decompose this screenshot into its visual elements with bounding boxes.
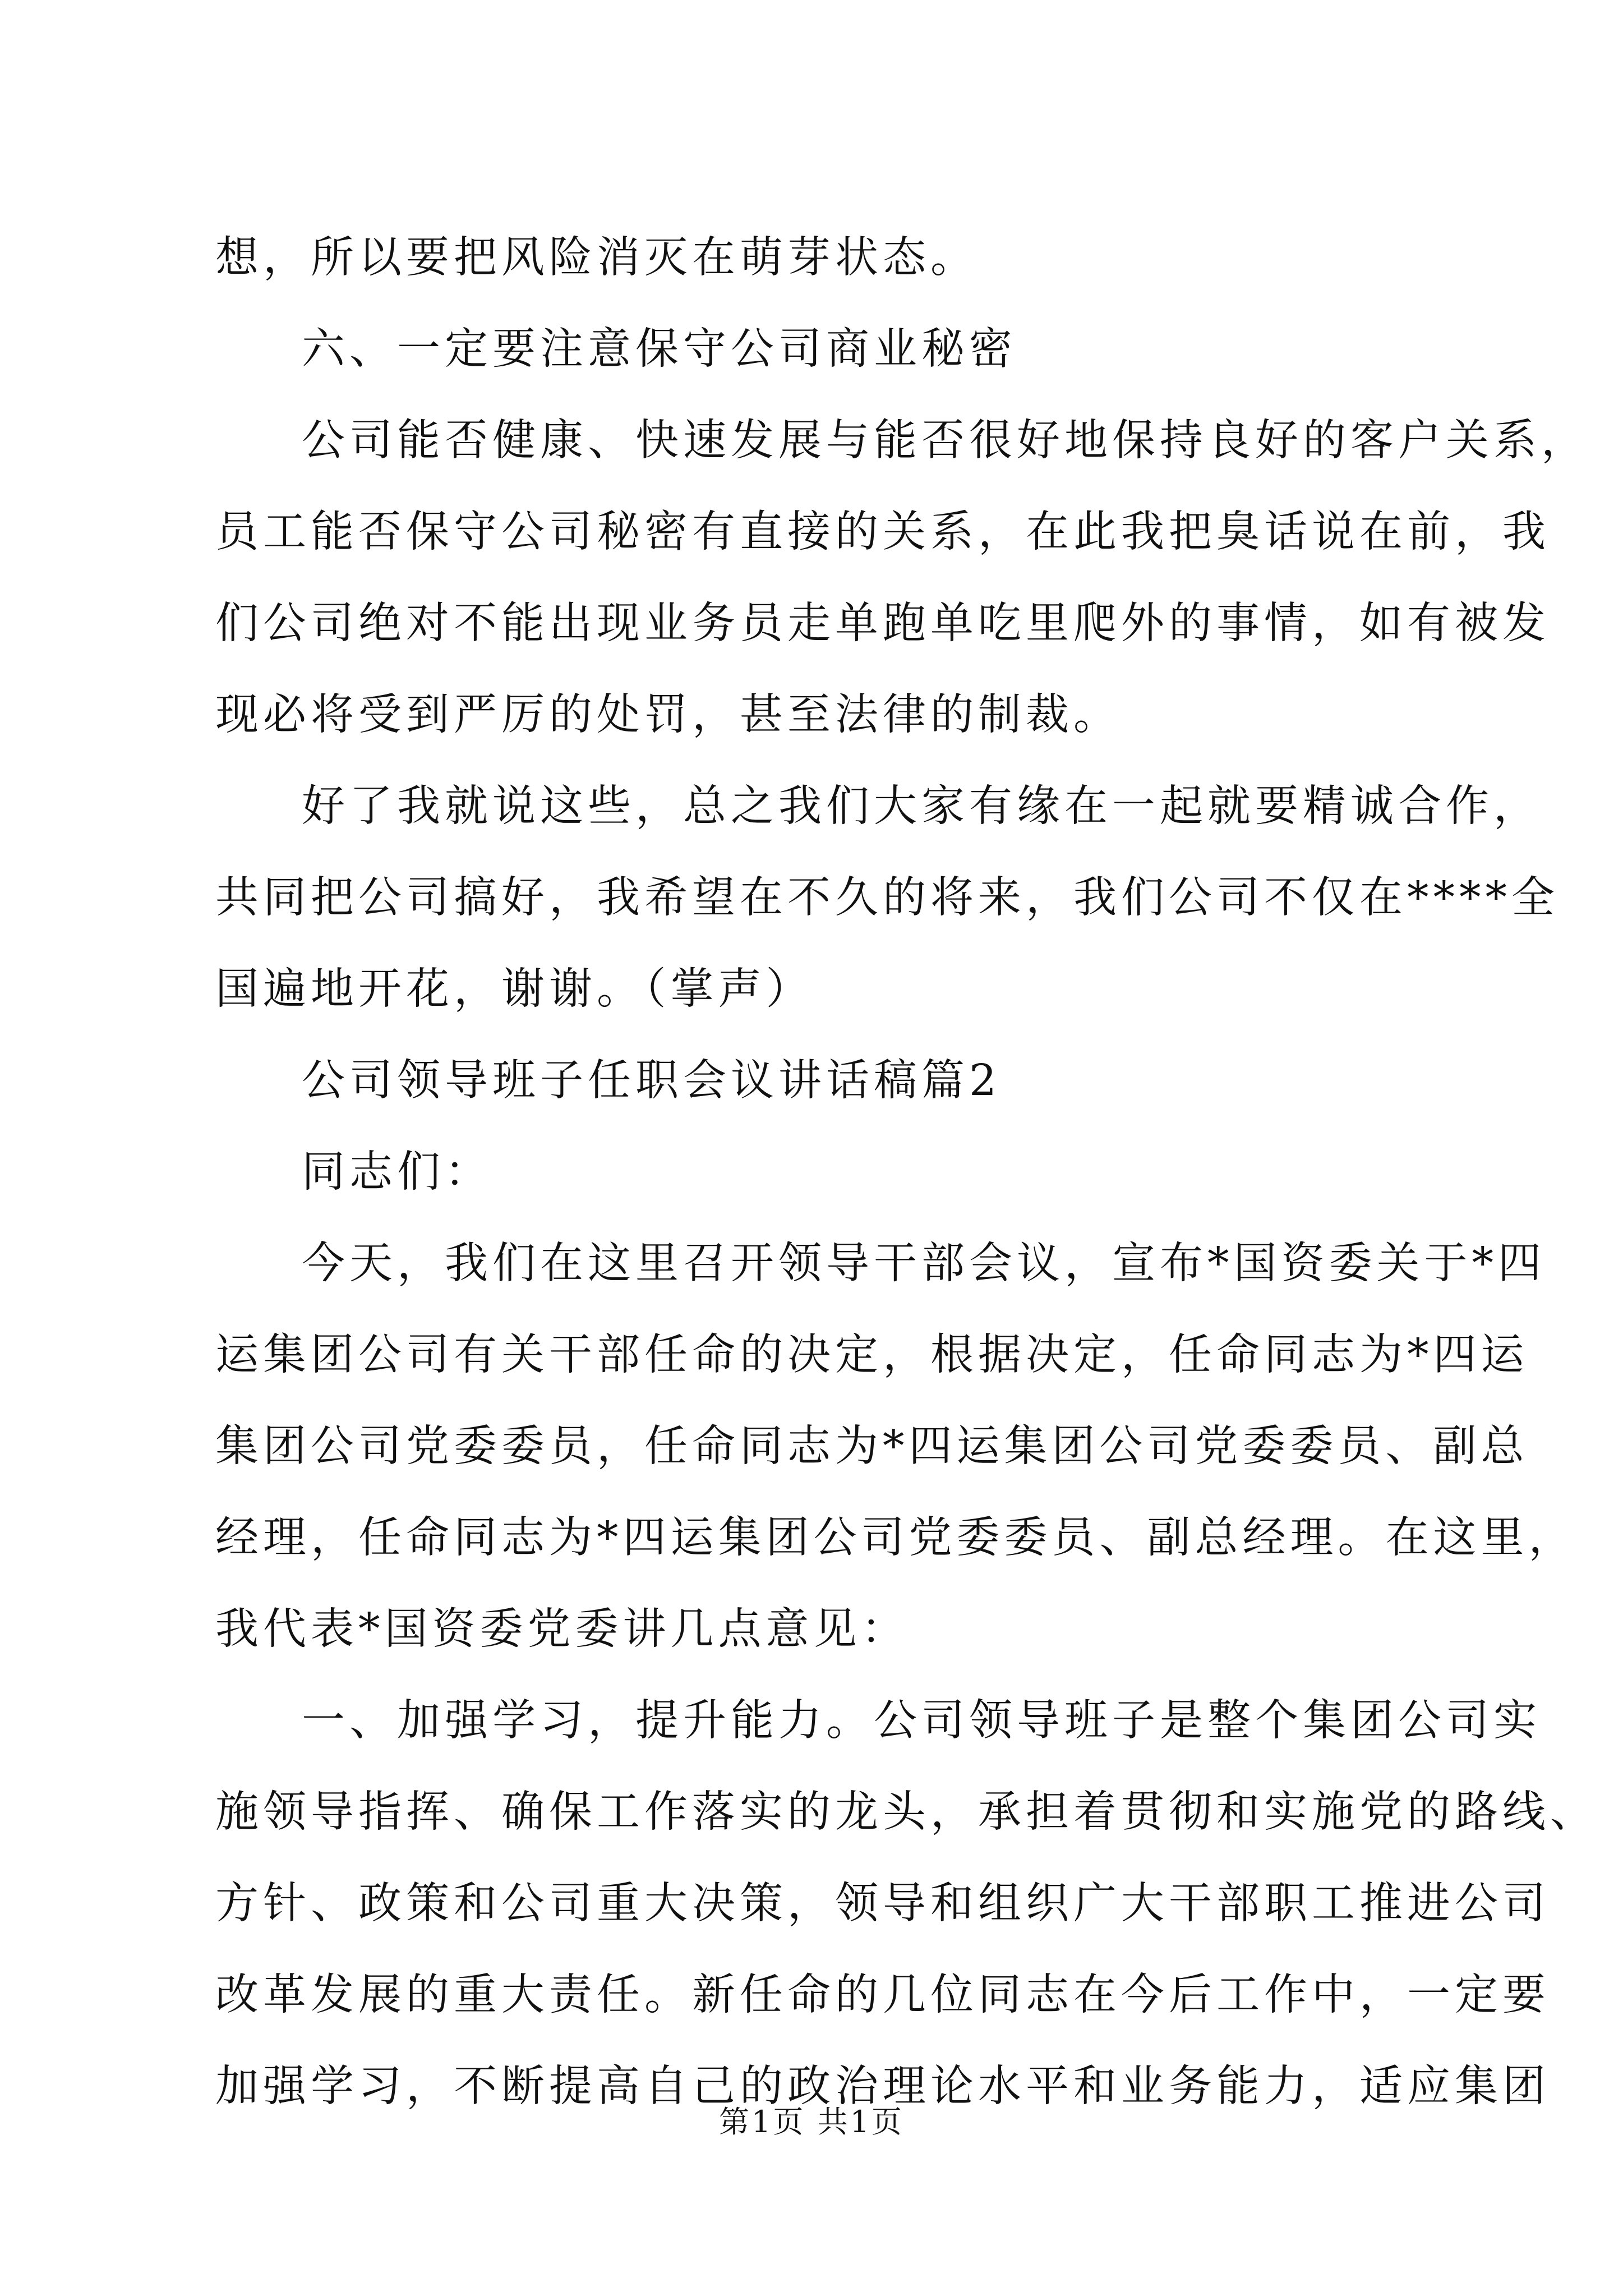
paragraph-line: 公司能否健康、快速发展与能否很好地保持良好的客户关系， [302, 416, 1589, 466]
paragraph-line: 改革发展的重大责任。新任命的几位同志在今后工作中，一定要 [215, 1970, 1550, 2020]
paragraph-line: 集团公司党委委员，任命同志为*四运集团公司党委委员、副总 [215, 1421, 1529, 1471]
paragraph-line: 好了我就说这些，总之我们大家有缘在一起就要精诚合作， [302, 781, 1541, 831]
paragraph-line: 施领导指挥、确保工作落实的龙头，承担着贯彻和实施党的路线、 [215, 1787, 1598, 1837]
paragraph-line: 运集团公司有关干部任命的决定，根据决定，任命同志为*四运 [215, 1330, 1529, 1380]
paragraph-line: 一、加强学习，提升能力。公司领导班子是整个集团公司实 [302, 1696, 1541, 1746]
page-footer: 第1页 共1页 [719, 2104, 904, 2139]
paragraph-line: 我代表*国资委党委讲几点意见： [215, 1604, 909, 1654]
salutation: 同志们： [302, 1147, 492, 1197]
paragraph-line: 员工能否保守公司秘密有直接的关系，在此我把臭话说在前，我 [215, 507, 1550, 557]
article-title: 公司领导班子任职会议讲话稿篇2 [302, 1056, 1001, 1106]
paragraph-line: 经理，任命同志为*四运集团公司党委委员、副总经理。在这里， [215, 1513, 1576, 1563]
section-heading: 六、一定要注意保守公司商业秘密 [302, 324, 1017, 374]
paragraph-line: 现必将受到严厉的处罚，甚至法律的制裁。 [215, 690, 1121, 740]
paragraph-line: 共同把公司搞好，我希望在不久的将来，我们公司不仅在****全 [215, 873, 1559, 923]
paragraph-line: 方针、政策和公司重大决策，领导和组织广大干部职工推进公司 [215, 1879, 1550, 1929]
paragraph-line: 想，所以要把风险消灭在萌芽状态。 [215, 233, 978, 283]
paragraph-line: 国遍地开花，谢谢。（掌声） [215, 964, 814, 1014]
paragraph-line: 们公司绝对不能出现业务员走单跑单吃里爬外的事情，如有被发 [215, 599, 1550, 648]
paragraph-line: 加强学习，不断提高自己的政治理论水平和业务能力，适应集团 [215, 2062, 1550, 2111]
paragraph-line: 今天，我们在这里召开领导干部会议，宣布*国资委关于*四 [302, 1239, 1546, 1289]
